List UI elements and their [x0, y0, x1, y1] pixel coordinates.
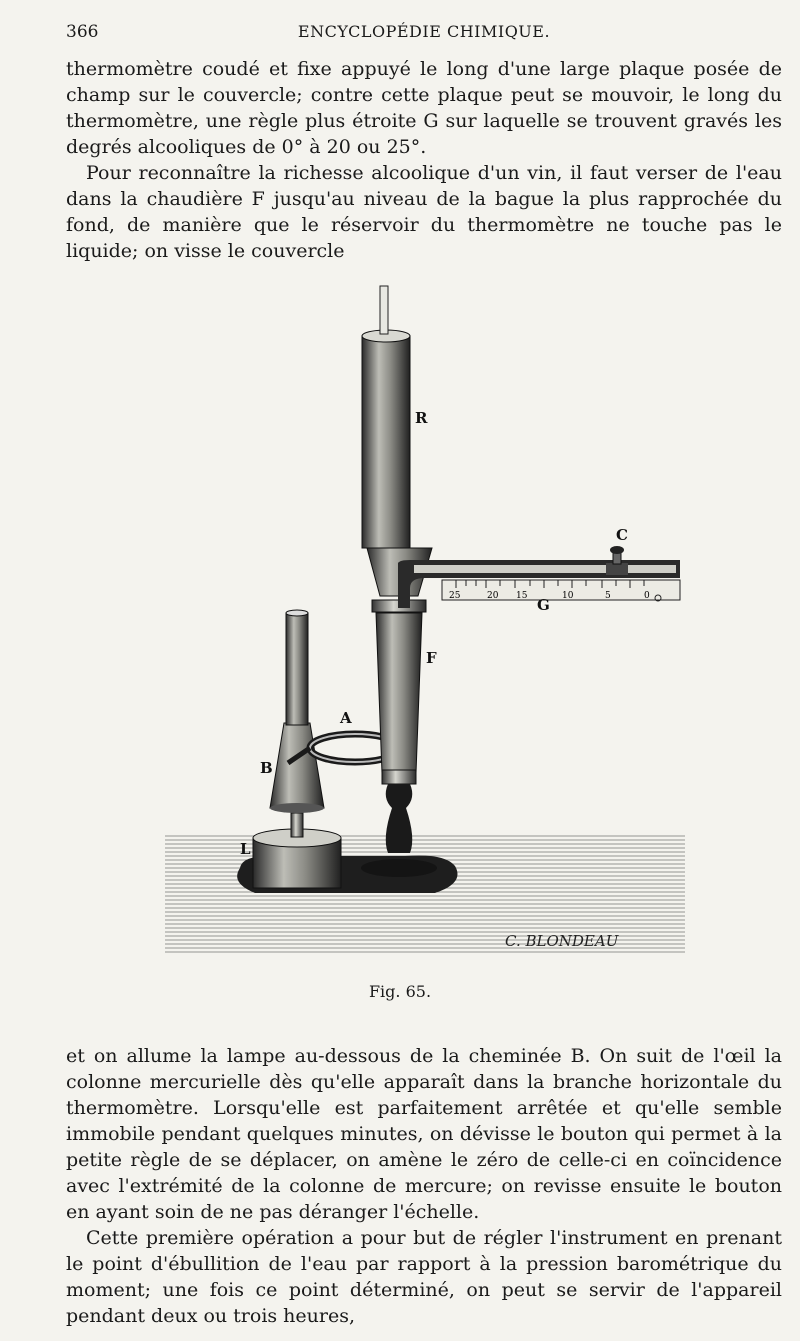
- label-c: C: [616, 526, 628, 544]
- figure-caption: Fig. 65.: [368, 982, 432, 1001]
- engraver-signature: C. BLONDEAU: [505, 932, 619, 950]
- paragraph: thermomètre coudé et fixe appuyé le long d'une large plaque posée de champ sur le couvercle; contre cette plaque peut se mouvoir, le long du thermomètre, une règle plus étroite G sur laquelle se trouvent gravés les degrés alcooliques de 0° à 20 ou 25°.: [66, 58, 782, 158]
- condenser-r: [362, 286, 410, 548]
- pedestal: [361, 784, 437, 877]
- paragraph: et on allume la lampe au-dessous de la cheminée B. On suit de l'œil la colonne mercurielle dès qu'elle apparaît dans la branche horizontale du thermomètre. Lorsqu'elle est parfaitement arrêtée et qu'elle semble immobile pendant quelques minutes, on dévisse le bouton qui permet à la petite règle de se déplacer, on amène le zéro de celle-ci en coïncidence avec l'extrémité de la colonne de mercure; on revisse ensuite le bouton en ayant soin de ne pas déranger l'échelle.: [66, 1045, 782, 1223]
- text-block-bottom: [66, 1043, 782, 1329]
- text-block-top: [66, 56, 782, 264]
- scale-tick-label: 0: [644, 591, 650, 601]
- paragraph: Cette première opération a pour but de régler l'instrument en prenant le point d'ébullition de l'eau par rapport à la pression barométrique du moment; une fois ce point déterminé, on peut se servir de l'appareil pendant deux ou trois heures,: [66, 1227, 782, 1327]
- chimney-b: [270, 610, 324, 813]
- page-number: 366: [66, 22, 99, 42]
- scale-tick-label: 20: [487, 591, 499, 601]
- scale-tick-label: 15: [516, 591, 528, 601]
- scale-tick-label: 10: [562, 591, 574, 601]
- label-l: L: [240, 840, 251, 858]
- running-title: ENCYCLOPÉDIE CHIMIQUE.: [297, 22, 551, 41]
- label-b: B: [260, 759, 273, 777]
- lamp-l: [253, 813, 341, 888]
- label-g: G: [537, 596, 550, 614]
- page-header: [66, 22, 782, 50]
- label-r: R: [415, 409, 428, 427]
- scale-tick-label: 5: [605, 591, 611, 601]
- paragraph: Pour reconnaître la richesse alcoolique d'un vin, il faut verser de l'eau dans la chaudière F jusqu'au niveau de la bague la plus rapprochée du fond, de manière que le réservoir du thermomètre ne touche pas le liquide; on visse le couvercle: [66, 162, 782, 262]
- figure-65: [160, 278, 690, 958]
- label-f: F: [426, 649, 437, 667]
- scale-tick-label: 25: [449, 591, 461, 601]
- apparatus-illustration: [160, 278, 690, 958]
- label-a: A: [340, 709, 352, 727]
